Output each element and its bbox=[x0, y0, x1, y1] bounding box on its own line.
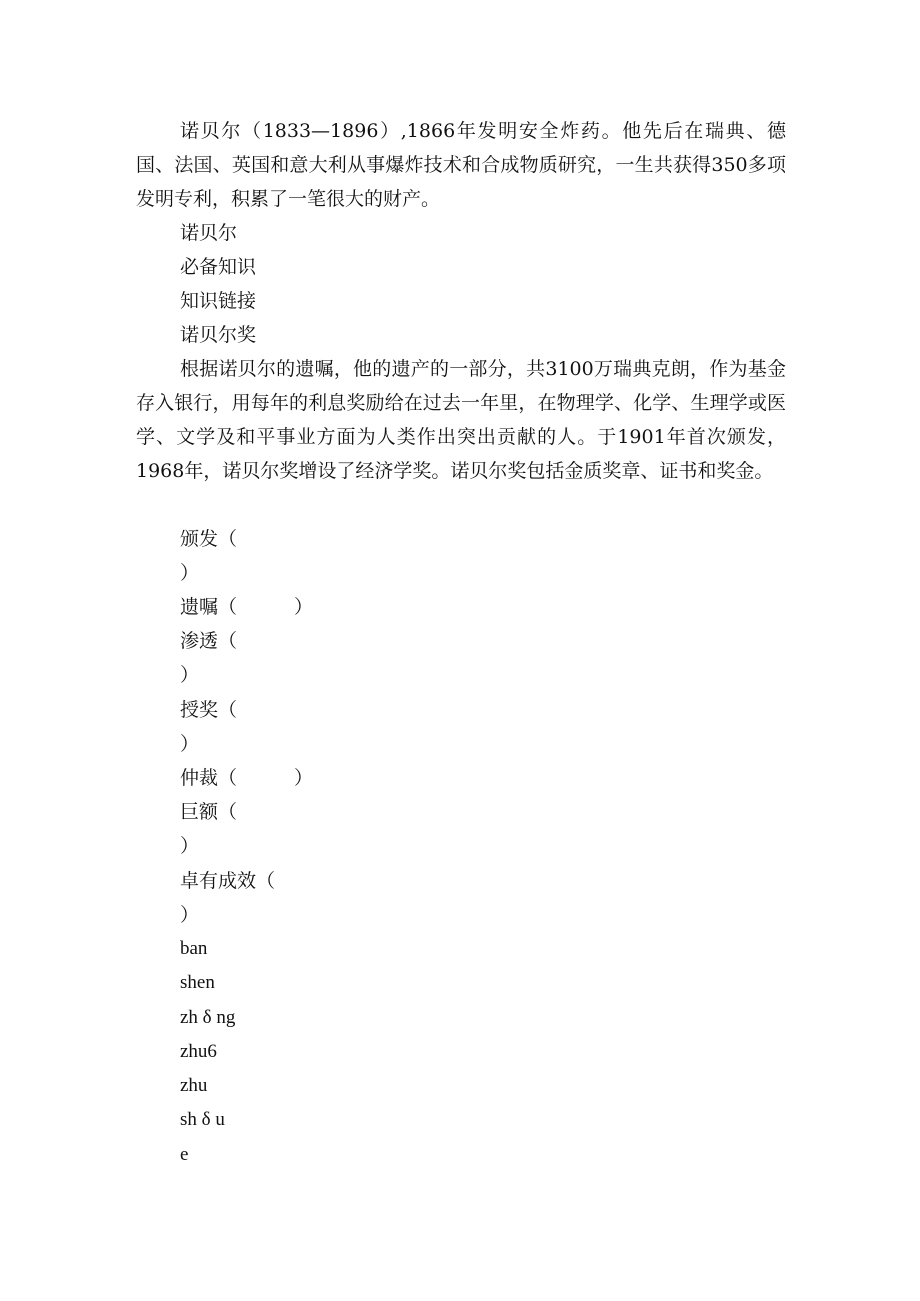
pinyin-item: zhu bbox=[180, 1075, 208, 1096]
prize-paragraph: 根据诺贝尔的遗嘱，他的遗产的一部分，共3100万瑞典克朗，作为基金存入银行，用每年的利息奖励给在过去一年里，在物理学、化学、生理学或医学、文学及和平事业方面为人类作出突出贡献的人。于1901年首次颁发，1968年，诺贝尔奖增设了经济学奖。诺贝尔奖包括金质奖章、证书和奖金。 bbox=[136, 358, 786, 482]
vocab-item: 仲裁（ ） bbox=[180, 767, 314, 789]
vocab-item: ） bbox=[180, 733, 200, 755]
pinyin-item: e bbox=[180, 1144, 189, 1165]
pinyin-item: sh δ u bbox=[180, 1109, 225, 1130]
vocab-item: 遗嘱（ ） bbox=[180, 596, 314, 618]
heading-nobel-prize: 诺贝尔奖 bbox=[180, 324, 257, 346]
heading-required-knowledge: 必备知识 bbox=[180, 256, 257, 278]
vocab-item: ） bbox=[180, 904, 200, 926]
vocab-item: 卓有成效（ bbox=[180, 870, 276, 892]
vocab-item: 渗透（ bbox=[180, 630, 238, 652]
pinyin-item: zhu6 bbox=[180, 1041, 217, 1062]
pinyin-item: shen bbox=[180, 972, 215, 993]
pinyin-item: zh δ ng bbox=[180, 1007, 236, 1028]
vocab-item: 授奖（ bbox=[180, 699, 238, 721]
intro-paragraph: 诺贝尔（1833—1896）,1866年发明安全炸药。他先后在瑞典、德国、法国、英国和意大利从事爆炸技术和合成物质研究，一生共获得350多项发明专利，积累了一笔很大的财产。 bbox=[136, 120, 786, 210]
heading-knowledge-link: 知识链接 bbox=[180, 290, 257, 312]
vocab-item: ） bbox=[180, 664, 200, 686]
vocab-item: ） bbox=[180, 835, 200, 857]
vocab-item: 巨额（ bbox=[180, 801, 238, 823]
heading-nobel: 诺贝尔 bbox=[180, 222, 238, 244]
vocab-item: ） bbox=[180, 562, 200, 584]
pinyin-item: ban bbox=[180, 938, 208, 959]
vocab-item: 颁发（ bbox=[180, 528, 238, 550]
